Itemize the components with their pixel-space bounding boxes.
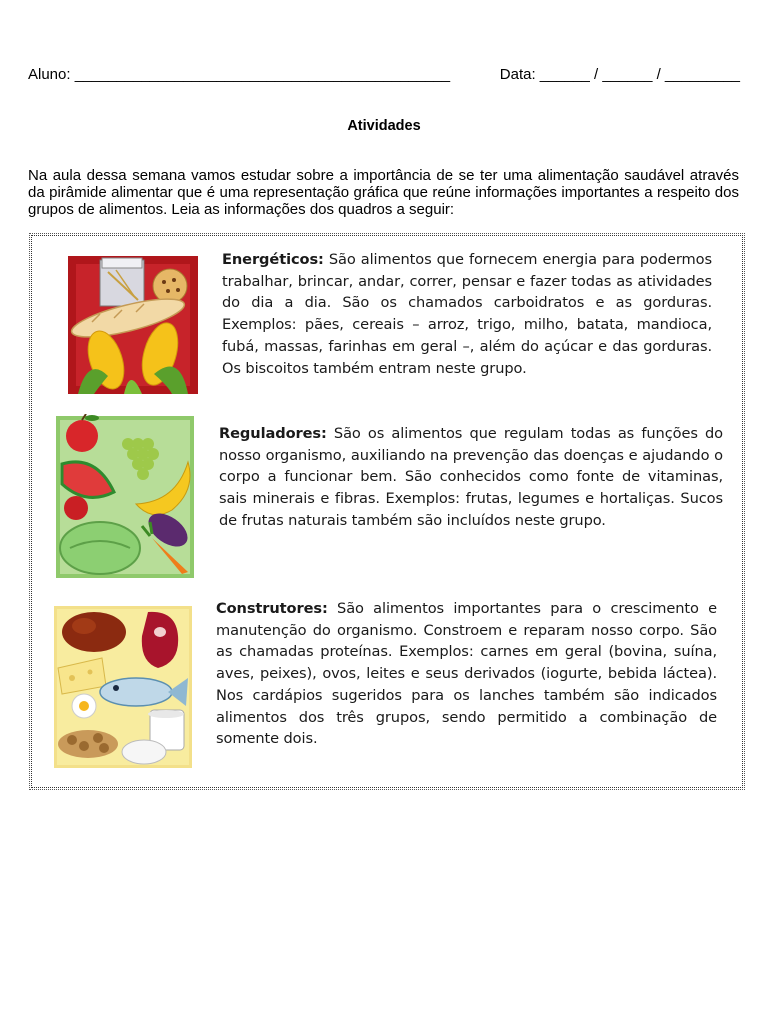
- aluno-blank-line: _____________________________________________: [74, 66, 451, 83]
- date-label: Data:: [499, 66, 536, 83]
- group-reguladores-description: São os alimentos que regulam todas as funções do nosso organismo, auxiliando na prevenção das doenças e ajudando o corpo a funcionar bem. São conhecidos como fonte de vitaminas, sais minerais e fibras. Exemplos: frutas, legumes e hortaliças. Sucos de frutas naturais também são incluídos neste grupo.: [219, 425, 723, 529]
- group-construtores: [32, 592, 742, 782]
- group-construtores-label: Construtores:: [216, 600, 328, 617]
- aluno-label: Aluno:: [28, 66, 71, 83]
- intro-paragraph: Na aula dessa semana vamos estudar sobre a importância de se ter uma alimentação saudável através da pirâmide alimentar que é uma representação gráfica que reúne informações importantes a respeito dos grupos de alimentos. Leia as informações dos quadros a seguir:: [28, 167, 739, 218]
- date-field: [500, 66, 740, 83]
- grains-bread-corn-icon: [68, 256, 198, 394]
- date-blank-line: ______ / ______ / _________: [539, 66, 740, 83]
- group-reguladores-text: [219, 423, 723, 532]
- meat-fish-dairy-icon: [54, 606, 192, 768]
- group-construtores-text: [216, 598, 717, 750]
- food-groups-box: [31, 235, 743, 788]
- group-energeticos: [32, 236, 742, 406]
- student-header: [28, 66, 740, 83]
- group-reguladores: [32, 414, 742, 584]
- group-energeticos-text: [222, 249, 712, 379]
- group-energeticos-description: São alimentos que fornecem energia para podermos trabalhar, brincar, andar, correr, pensar e fazer todas as atividades do dia a dia. São os chamados carboidratos e as gorduras. Exemplos: pães, cereais – arroz, trigo, milho, batata, mandioca, fubá, massas, farinhas em geral –, além do açúcar e das gorduras. Os biscoitos também entram neste grupo.: [222, 251, 712, 377]
- fruits-vegetables-icon: [56, 414, 194, 578]
- page-title: Atividades: [347, 118, 421, 134]
- group-reguladores-label: Reguladores:: [219, 425, 327, 442]
- group-construtores-description: São alimentos importantes para o crescimento e manutenção do organismo. Constroem e reparam nosso corpo. São as chamadas proteínas. Exemplos: carnes em geral (bovina, suína, aves, peixes), ovos, leites e seus derivados (iogurte, bebida láctea). Nos cardápios sugeridos para os lanches também são indicados alimentos dos três grupos, sendo permitido a combinação de somente dois.: [216, 600, 717, 748]
- group-energeticos-label: Energéticos:: [222, 251, 324, 268]
- aluno-field: [28, 66, 450, 83]
